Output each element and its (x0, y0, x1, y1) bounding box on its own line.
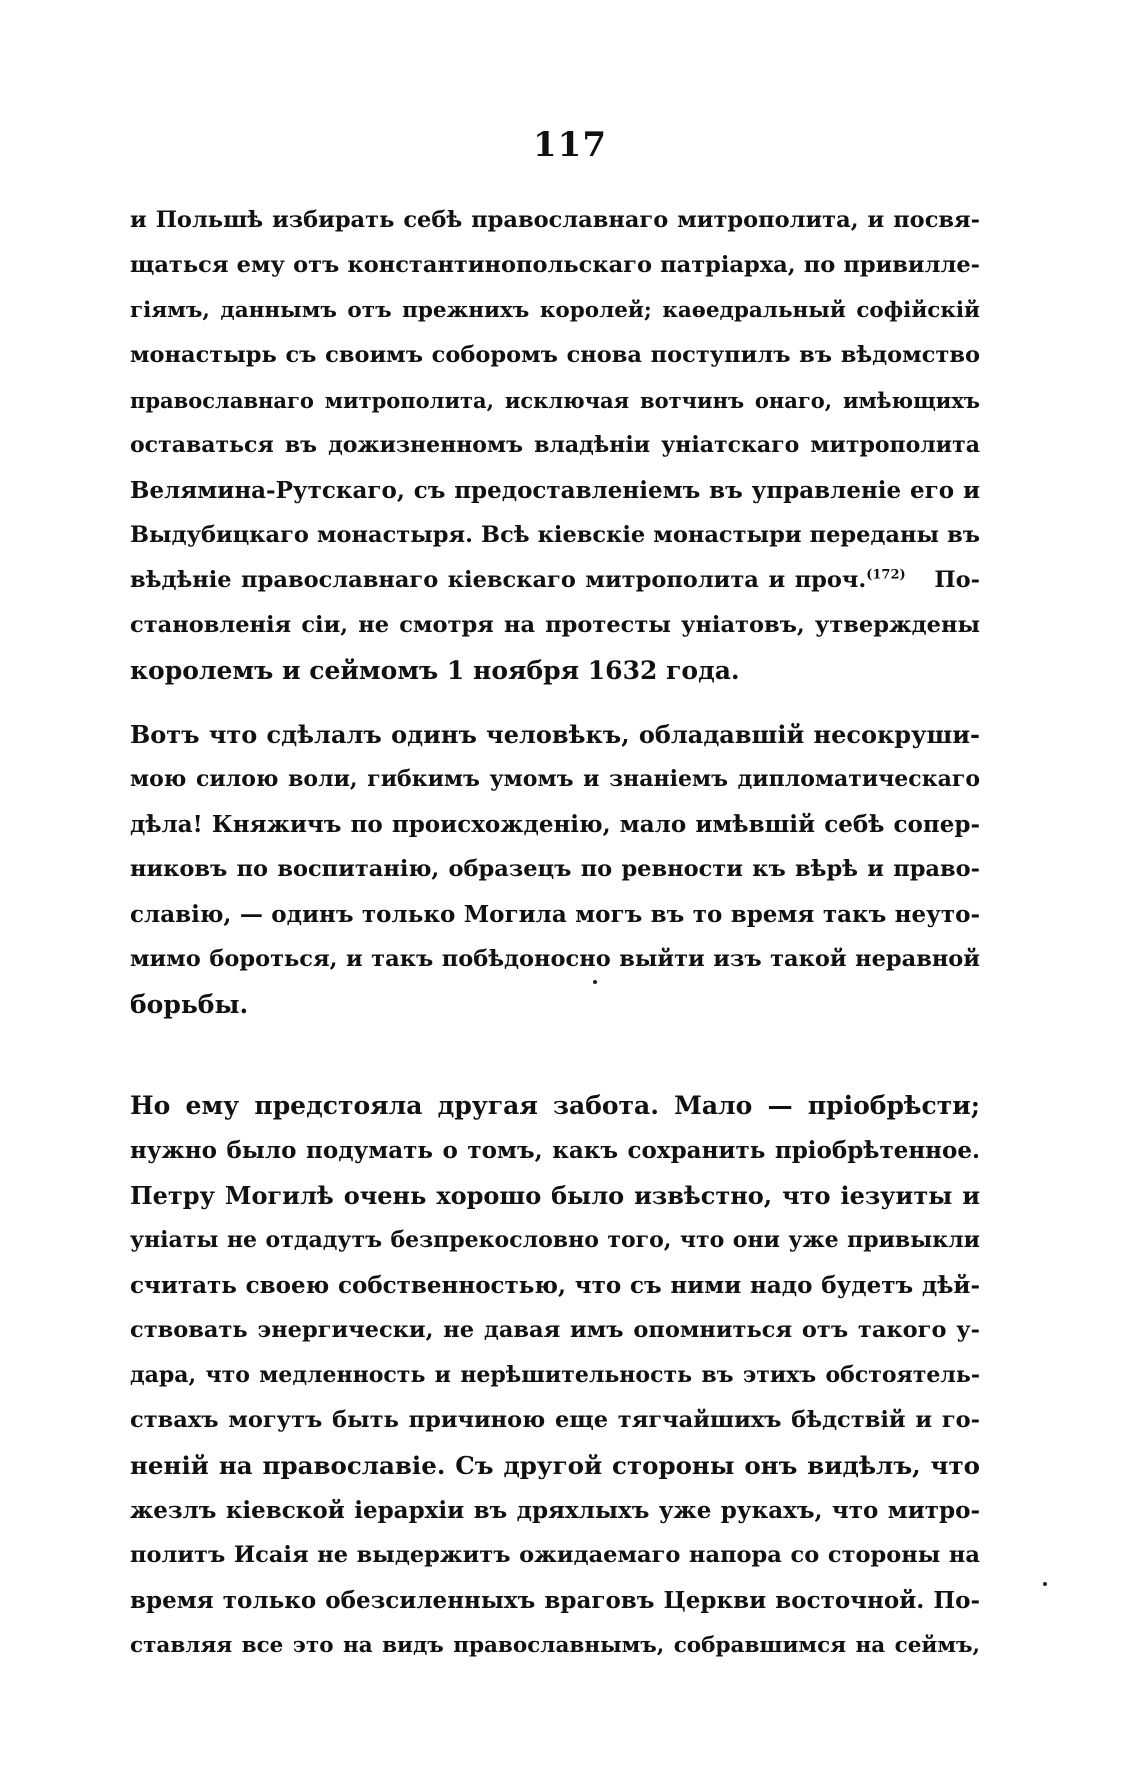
paragraph-2 (130, 712, 980, 1027)
text-line: считать своею собственностью, что съ ними надо будетъ дѣй- (130, 1272, 980, 1299)
print-speck (1043, 1582, 1047, 1586)
print-speck (593, 980, 597, 984)
text-line: оставаться въ дожизненномъ владѣніи уніатскаго митрополита (130, 432, 980, 458)
paragraph-3 (130, 1083, 980, 1668)
footnote-reference: (172) (866, 567, 906, 583)
text-line: королемъ и сеймомъ 1 ноября 1632 года. (130, 656, 740, 685)
text-line: славію, — одинъ только Могила могъ въ то время такъ неуто- (130, 901, 980, 928)
text-line: никовъ по воспитанію, образецъ по ревности къ вѣрѣ и право- (130, 856, 980, 882)
text-line-segment: По- (934, 567, 980, 593)
page-number: 117 (533, 125, 607, 165)
text-line: мимо бороться, и такъ побѣдоносно выйти изъ такой неравной (130, 946, 980, 972)
text-line: политъ Исаія не выдержитъ ожидаемаго напора со стороны на (130, 1542, 980, 1568)
text-line: православнаго митрополита, исключая вотчинъ онаго, имѣющихъ (130, 388, 980, 413)
text-line: щаться ему отъ константинопольскаго патріарха, по привилле- (130, 252, 980, 278)
text-line: время только обезсиленныхъ враговъ Церкви восточной. По- (130, 1587, 980, 1614)
text-line: и Польшѣ избирать себѣ православнаго митрополита, и посвя- (130, 207, 980, 233)
text-line: Выдубицкаго монастыря. Всѣ кіевскіе монастыри переданы въ (130, 522, 980, 548)
text-line: жезлъ кіевской іерархіи въ дряхлыхъ уже рукахъ, что митро- (130, 1497, 980, 1524)
text-line: борьбы. (130, 990, 249, 1019)
text-line: Петру Могилѣ очень хорошо было извѣстно, что іезуиты и (130, 1181, 980, 1210)
text-line: монастырь съ своимъ соборомъ снова поступилъ въ вѣдомство (130, 342, 980, 368)
text-line: мою силою воли, гибкимъ умомъ и знаніемъ дипломатическаго (130, 766, 980, 792)
text-line-segment: вѣдѣніе православнаго кіевскаго митрополита и проч. (130, 567, 867, 593)
text-line: нужно было подумать о томъ, какъ сохранить пріобрѣтенное. (130, 1137, 980, 1164)
text-line: неній на православіе. Съ другой стороны онъ видѣлъ, что (130, 1451, 980, 1480)
text-line: дѣла! Княжичъ по происхожденію, мало имѣвшій себѣ сопер- (130, 811, 980, 838)
text-line: уніаты не отдадутъ безпрекословно того, что они уже привыкли (130, 1227, 980, 1253)
text-line: ствахъ могутъ быть причиною еще тягчайшихъ бѣдствій и го- (130, 1407, 980, 1433)
text-line: Велямина-Рутскаго, съ предоставленіемъ въ управленіе его и (130, 477, 980, 504)
text-line-with-footnote (130, 558, 980, 603)
text-line: Вотъ что сдѣлалъ одинъ человѣкъ, обладавшій несокруши- (130, 720, 980, 749)
text-line: ствовать энергически, не давая имъ опомниться отъ такого у- (130, 1317, 980, 1343)
text-line: Но ему предстояла другая забота. Мало — пріобрѣсти; (130, 1091, 980, 1120)
text-line: гіямъ, даннымъ отъ прежнихъ королей; каѳедральный софійскій (130, 298, 980, 323)
paragraph-1 (130, 198, 980, 693)
text-line: ставляя все это на видъ православнымъ, собравшимся на сеймъ, (130, 1633, 980, 1658)
text-line: дара, что медленность и нерѣшительность въ этихъ обстоятель- (130, 1362, 980, 1388)
text-line: становленія сіи, не смотря на протесты уніатовъ, утверждены (130, 612, 980, 638)
